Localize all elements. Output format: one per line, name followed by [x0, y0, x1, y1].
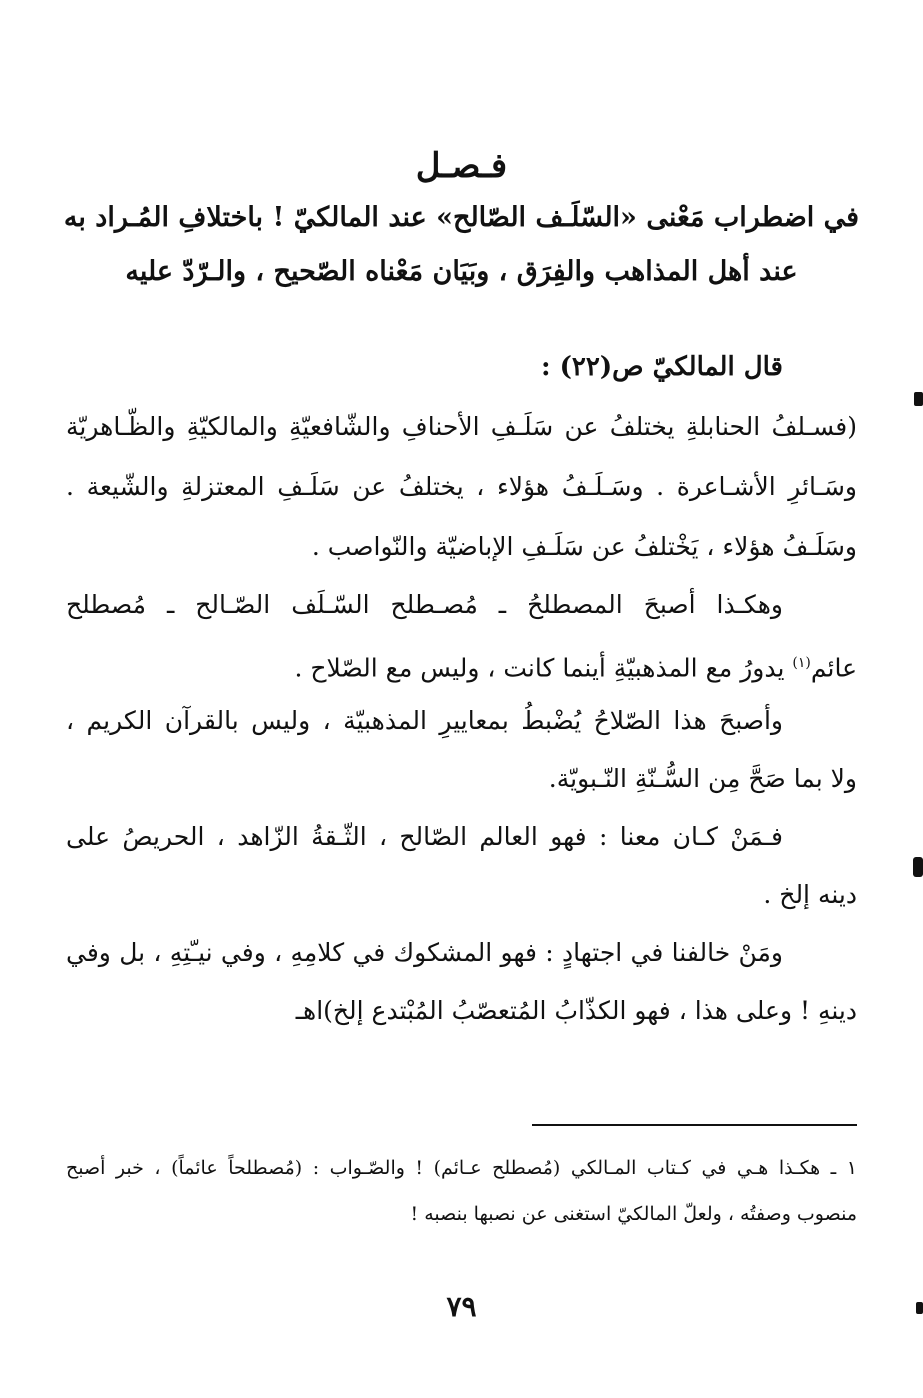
body-line: ولا بما صَحَّ مِن السُّـنّةِ النّـبويّة. [548, 764, 857, 793]
body-line: وسَلَـفُ هؤلاء ، يَخْتلفُ عن سَلَـفِ الإباضيّة والنّواصب . [311, 532, 857, 561]
footnote-marker: (١) [792, 655, 811, 671]
body-line: وسَـائرِ الأشـاعرة . وسَـلَـفُ هؤلاء ، يختلفُ عن سَلَـفِ المعتزلةِ والشّيعة . [66, 472, 857, 501]
section-heading: فـصـل [415, 146, 508, 186]
body-line: وأصبحَ هذا الصّلاحُ يُضْبطُ بمعاييرِ المذهبيّة ، وليس بالقرآن الكريم ، [66, 706, 783, 735]
body-line: (فسـلفُ الحنابلةِ يختلفُ عن سَلَـفِ الأحنافِ والشّافعيّةِ والمالكيّةِ والظّـاهريّة [66, 412, 857, 441]
section-subtitle-line-2: عند أهل المذاهب والفِرَق ، وبَيَان مَعْناه الصّحيح ، والـرّدّ عليه [125, 256, 798, 287]
footnote-line: ١ ـ هكـذا هـي في كـتاب المـالكي (مُصطلح عـائم) ! والصّـواب : (مُصطلحاً عائماً) ، خبر أصبح [66, 1157, 857, 1179]
body-line: ومَنْ خالفنا في اجتهادٍ : فهو المشكوك في كلامِهِ ، وفي نيـّتِهِ ، بل وفي [66, 938, 783, 967]
scan-edge-mark [916, 1302, 923, 1314]
body-line: وهكـذا أصبحَ المصطلحُ ـ مُصـطلح السّـلَف الصّـالح ـ مُصطلح [66, 590, 783, 619]
body-line: فـمَنْ كـان معنا : فهو العالم الصّالح ، الثّـقةُ الزّاهد ، الحريصُ على [66, 822, 783, 851]
body-line: دينه إلخ . [763, 880, 857, 909]
footnote-line: منصوب وصفتُه ، ولعلّ المالكيّ استغنى عن نصبها بنصبه ! [410, 1203, 857, 1225]
footnote-divider [532, 1124, 857, 1126]
body-word: عائم [810, 653, 857, 683]
section-subtitle-line-1: في اضطراب مَعْنى «السّلَـف الصّالح» عند المالكيّ ! باختلافِ المُـراد به [63, 202, 860, 233]
page-number: ٧٩ [446, 1290, 477, 1323]
scan-edge-mark [914, 392, 923, 406]
quote-intro: قال المالكيّ ص(٢٢) : [540, 352, 783, 382]
scan-edge-mark [913, 857, 923, 877]
body-line: دينهِ ! وعلى هذا ، فهو الكذّابُ المُتعصّبُ المُبْتدع إلخ)اهـ [295, 996, 857, 1025]
body-text: يدورُ مع المذهبيّةِ أينما كانت ، وليس مع الصّلاح . [294, 653, 785, 683]
body-line [66, 646, 857, 685]
